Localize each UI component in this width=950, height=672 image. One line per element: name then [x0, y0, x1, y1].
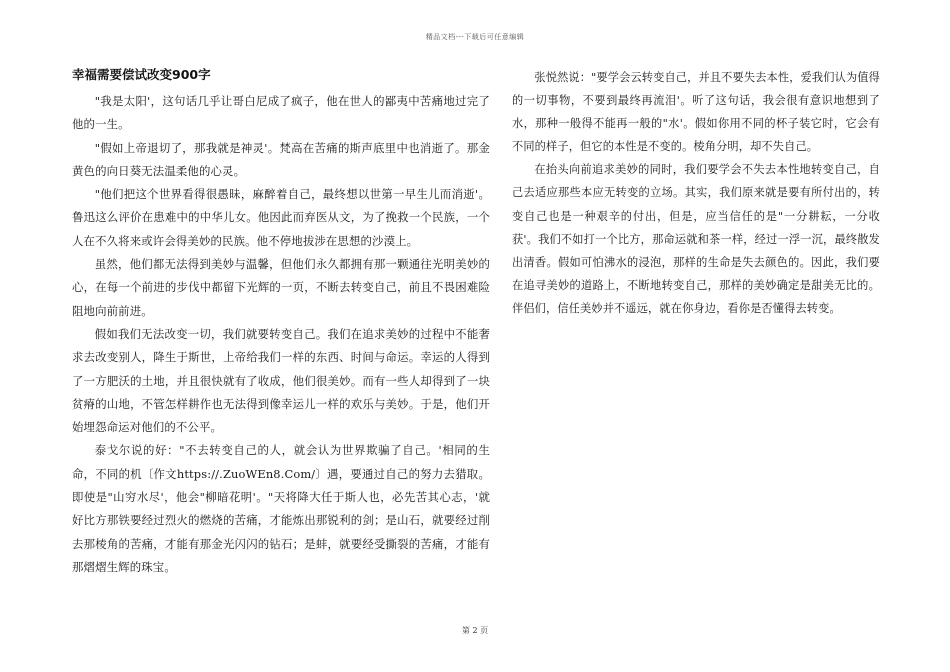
- document-title: 幸福需要偿试改变900字: [72, 67, 211, 82]
- page-number: 第 2 页: [461, 626, 489, 635]
- paragraph: 张悦然说："要学会云转变自己，并且不要失去本性，爱我们认为值得的一切事物，不要到最终再流泪'。听了这句话，我会很有意识地想到了水，那种一般得不能再一般的"水'。假如你用不同的杯子装它时，它会有不同的样子，但它的本性是不变的。棱角分明，却不失自己。: [512, 71, 880, 154]
- paragraph: 在抬头向前追求美妙的同时，我们要学会不失去本性地转变自己，自己去适应那些本应无转变的立场。其实，我们原来就是要有所付出的，转变自己也是一种艰辛的付出，但是，应当信任的是"一分耕耘，一分收获'。我们不如打一个比方，那命运就和茶一样，经过一浮一沉，最终散发出清香。假如可怕沸水的浸泡，那样的生命是失去颜色的。因此，我们要在追寻美妙的道路上，不断地转变自己，那样的美妙确定是甜美无比的。伴侣们，信任美妙并不遥远，就在你身边，看你是否懂得去转变。: [512, 163, 880, 315]
- right-column: [512, 66, 880, 320]
- paragraph: 假如我们无法改变一切，我们就要转变自己。我们在追求美妙的过程中不能奢求去改变别人，降生于斯世，上帝给我们一样的东西、时间与命运。幸运的人得到了一方肥沃的土地，并且很快就有了收成，他们很美妙。而有一些人却得到了一块贫瘠的山地，不管怎样耕作也无法得到像幸运儿一样的欢乐与美妙。于是，他们开始埋怨命运对他们的不公平。: [72, 326, 490, 435]
- paragraph: "假如上帝退切了，那我就是神灵'。梵高在苦痛的斯声底里中也消逝了。那金黄色的向日葵无法温柔他的心灵。: [72, 140, 490, 178]
- left-column: [72, 66, 490, 579]
- header-note: 精品文档---下载后可任意编辑: [425, 33, 525, 41]
- paragraph: "我是太阳'，这句话几乎让哥白尼成了疯子，他在世人的鄙夷中苦痛地过完了他的一生。: [72, 94, 490, 132]
- paragraph: 泰戈尔说的好："不去转变自己的人，就会认为世界欺骗了自己。'相同的生命，不同的机〔作文https://.ZuoWEn8.Com/〕遇，要通过自己的努力去猎取。即使是"山穷水尽'，他会"柳暗花明'。"天将降大任于斯人也，必先苦其心志，'就好比方那铁要经过烈火的燃烧的苦痛，才能炼出那锐利的剑；是山石，就要经过削去那棱角的苦痛，才能有那金光闪闪的钻石；是蚌，就要经受撕裂的苦痛，才能有那熠熠生辉的珠宝。: [72, 443, 490, 574]
- paragraph: "他们把这个世界看得很愚昧，麻醉着自己，最终想以世第一早生儿而消逝'。鲁迅这么评价在患难中的中华儿女。他因此而弃医从文，为了挽救一个民族，一个人在不久将来或许会得美妙的民族。他不停地拔涉在思想的沙漠上。: [72, 187, 490, 248]
- paragraph: 虽然，他们都无法得到美妙与温馨，但他们永久都拥有那一颗通往光明美妙的心，在每一个前进的步伐中都留下光辉的一页，不断去转变自己，前且不畏困难险阻地向前前进。: [72, 257, 490, 318]
